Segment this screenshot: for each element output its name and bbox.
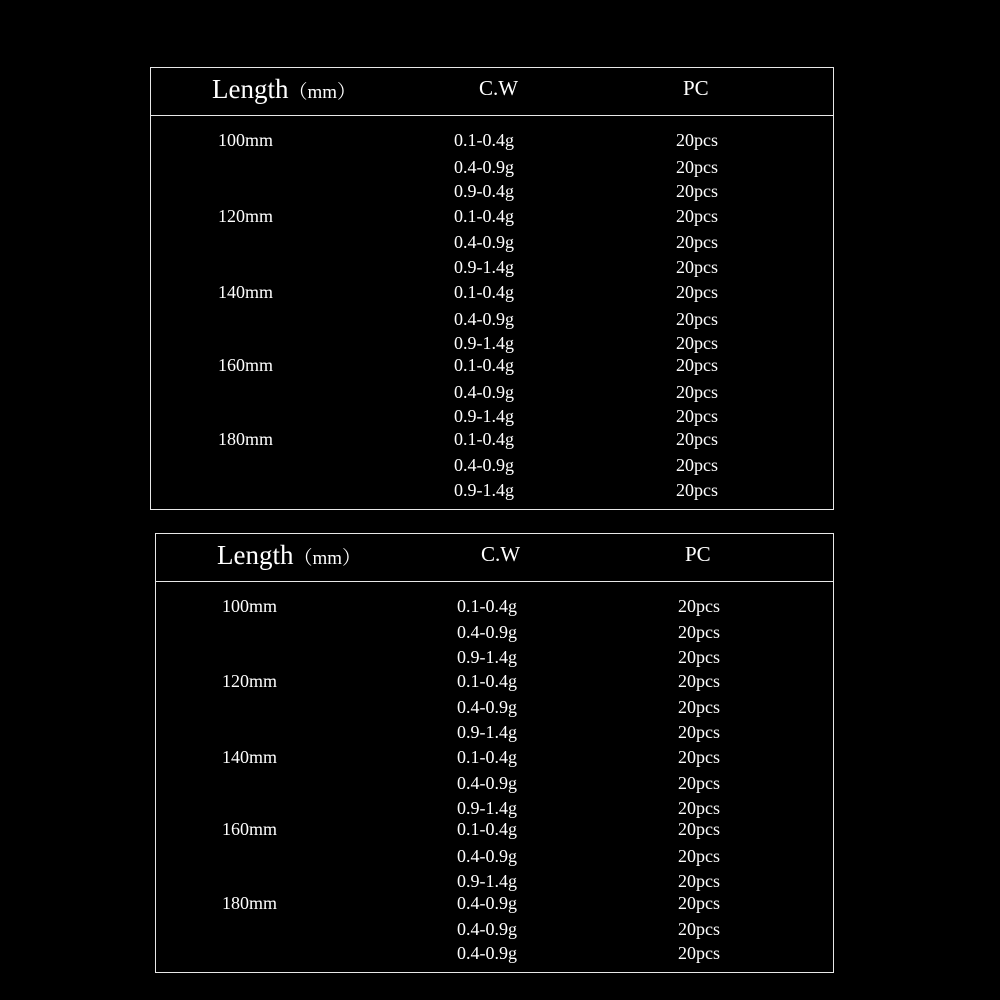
pc-cell: 20pcs — [676, 455, 718, 475]
cw-cell: 0.1-0.4g — [454, 282, 514, 302]
header-length-label: Length — [217, 540, 294, 570]
pc-cell: 20pcs — [676, 355, 718, 375]
pc-cell: 20pcs — [676, 333, 718, 353]
length-cell: 120mm — [222, 671, 278, 691]
pc-cell: 20pcs — [678, 647, 720, 667]
cw-cell: 0.4-0.9g — [454, 157, 514, 177]
table-header — [156, 534, 833, 582]
cw-cell: 0.4-0.9g — [454, 309, 514, 329]
cw-cell: 0.9-1.4g — [454, 333, 514, 353]
cw-cell: 0.4-0.9g — [454, 382, 514, 402]
cw-cell: 0.1-0.4g — [454, 355, 514, 375]
header-cw: C.W — [481, 542, 521, 566]
cw-cell: 0.4-0.9g — [457, 697, 517, 717]
cw-cell: 0.9-1.4g — [457, 722, 517, 742]
pc-cell: 20pcs — [678, 773, 720, 793]
pc-cell: 20pcs — [678, 747, 720, 767]
cw-cell: 0.4-0.9g — [454, 455, 514, 475]
table-header — [151, 68, 833, 116]
length-cell: 140mm — [222, 747, 278, 767]
cw-cell: 0.4-0.9g — [457, 622, 517, 642]
cw-cell: 0.9-0.4g — [454, 181, 514, 201]
pc-cell: 20pcs — [678, 697, 720, 717]
cw-cell: 0.9-1.4g — [457, 798, 517, 818]
header-cw: C.W — [479, 76, 519, 100]
pc-cell: 20pcs — [678, 819, 720, 839]
pc-cell: 20pcs — [678, 798, 720, 818]
length-cell: 180mm — [222, 893, 278, 913]
pc-cell: 20pcs — [676, 157, 718, 177]
header-length — [212, 74, 356, 105]
cw-cell: 0.1-0.4g — [454, 429, 514, 449]
cw-cell: 0.4-0.9g — [457, 773, 517, 793]
pc-cell: 20pcs — [678, 596, 720, 616]
pc-cell: 20pcs — [676, 282, 718, 302]
cw-cell: 0.1-0.4g — [454, 130, 514, 150]
pc-cell: 20pcs — [678, 943, 720, 963]
header-length — [217, 540, 361, 571]
header-length-unit: （mm） — [288, 82, 357, 103]
pc-cell: 20pcs — [676, 181, 718, 201]
pc-cell: 20pcs — [678, 871, 720, 891]
pc-cell: 20pcs — [678, 722, 720, 742]
cw-cell: 0.1-0.4g — [454, 206, 514, 226]
pc-cell: 20pcs — [678, 622, 720, 642]
cw-cell: 0.4-0.9g — [457, 919, 517, 939]
pc-cell: 20pcs — [676, 429, 718, 449]
spec-table-1 — [150, 67, 834, 510]
cw-cell: 0.9-1.4g — [454, 406, 514, 426]
pc-cell: 20pcs — [676, 309, 718, 329]
length-cell: 160mm — [222, 819, 278, 839]
pc-cell: 20pcs — [676, 382, 718, 402]
cw-cell: 0.9-1.4g — [457, 871, 517, 891]
pc-cell: 20pcs — [678, 919, 720, 939]
pc-cell: 20pcs — [676, 257, 718, 277]
cw-cell: 0.4-0.9g — [454, 232, 514, 252]
pc-cell: 20pcs — [676, 480, 718, 500]
length-cell: 180mm — [218, 429, 274, 449]
length-cell: 160mm — [218, 355, 274, 375]
pc-cell: 20pcs — [676, 406, 718, 426]
cw-cell: 0.4-0.9g — [457, 893, 517, 913]
length-cell: 100mm — [218, 130, 274, 150]
pc-cell: 20pcs — [678, 671, 720, 691]
pc-cell: 20pcs — [676, 232, 718, 252]
cw-cell: 0.1-0.4g — [457, 747, 517, 767]
length-cell: 100mm — [222, 596, 278, 616]
cw-cell: 0.1-0.4g — [457, 671, 517, 691]
spec-table-2 — [155, 533, 834, 973]
cw-cell: 0.9-1.4g — [454, 257, 514, 277]
header-pc: PC — [685, 542, 711, 566]
pc-cell: 20pcs — [676, 206, 718, 226]
pc-cell: 20pcs — [678, 893, 720, 913]
cw-cell: 0.1-0.4g — [457, 596, 517, 616]
cw-cell: 0.4-0.9g — [457, 846, 517, 866]
cw-cell: 0.9-1.4g — [454, 480, 514, 500]
header-length-label: Length — [212, 74, 289, 104]
cw-cell: 0.1-0.4g — [457, 819, 517, 839]
header-length-unit: （mm） — [293, 548, 362, 569]
pc-cell: 20pcs — [678, 846, 720, 866]
cw-cell: 0.4-0.9g — [457, 943, 517, 963]
header-pc: PC — [683, 76, 709, 100]
length-cell: 140mm — [218, 282, 274, 302]
pc-cell: 20pcs — [676, 130, 718, 150]
cw-cell: 0.9-1.4g — [457, 647, 517, 667]
length-cell: 120mm — [218, 206, 274, 226]
